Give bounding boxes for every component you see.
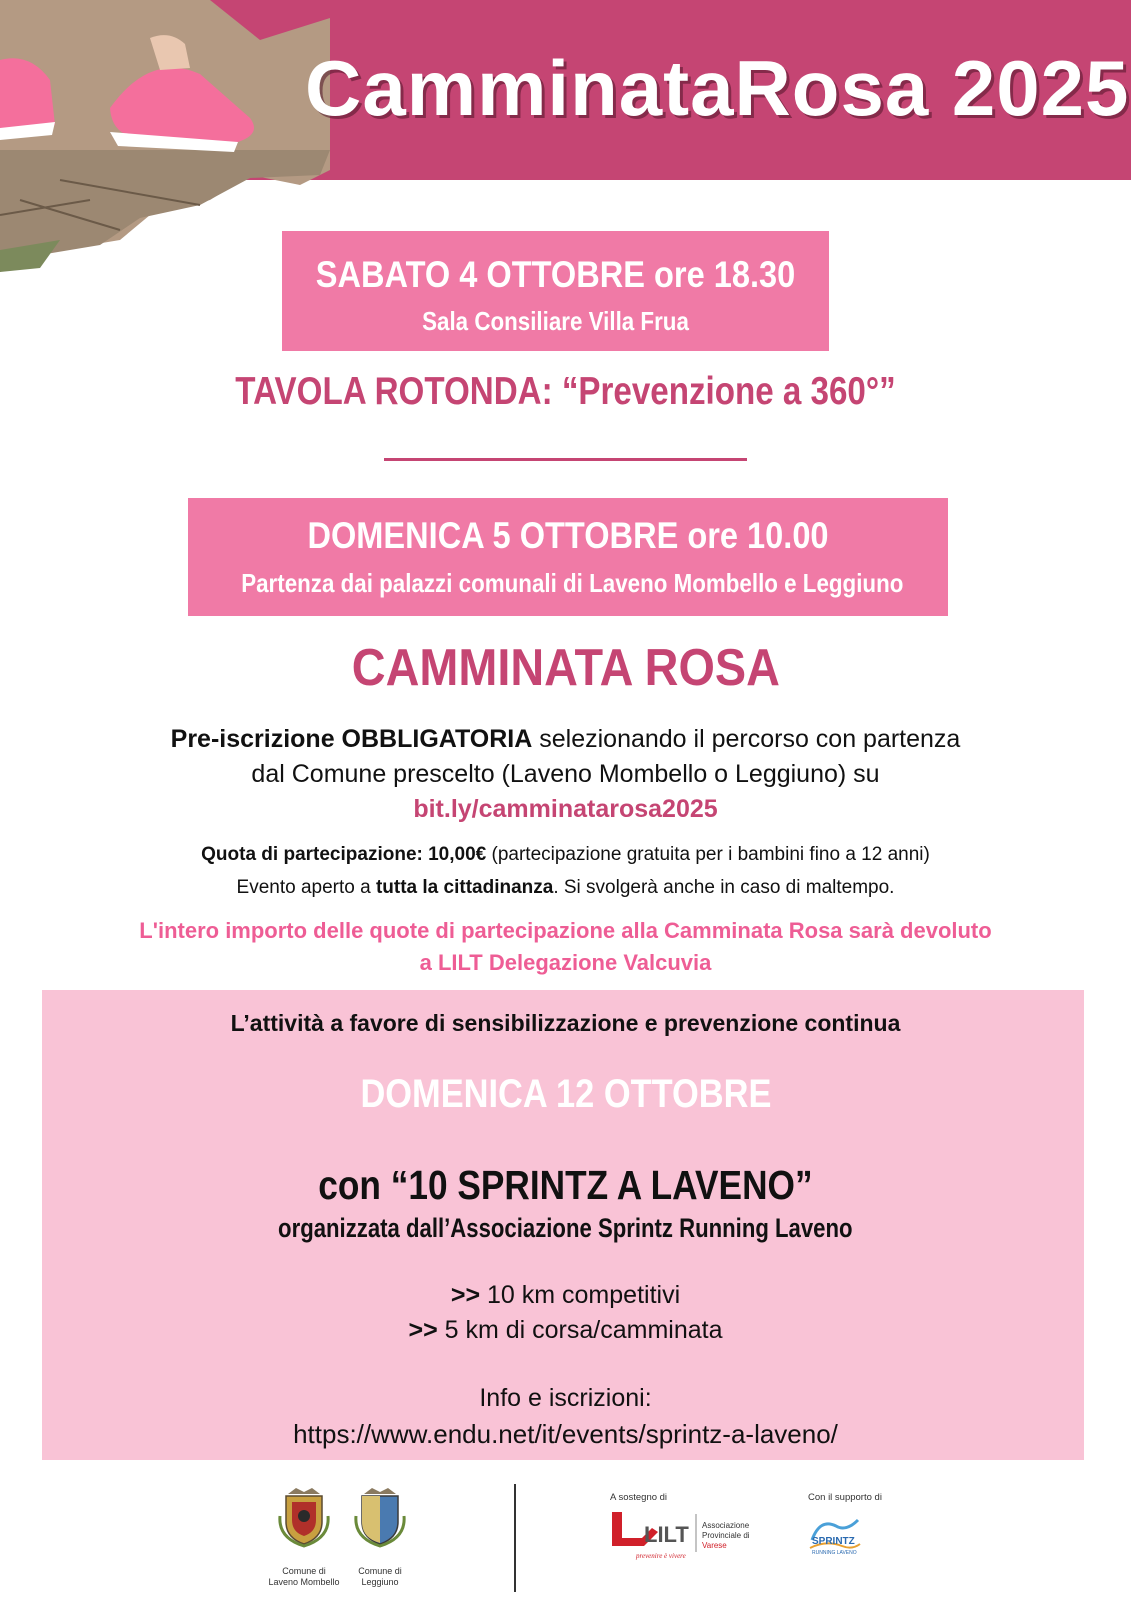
donation-line1: L'intero importo delle quote di partecipazione alla Camminata Rosa sarà devoluto [139, 918, 992, 943]
list-item: >> 5 km di corsa/camminata [408, 1316, 723, 1344]
event2-box [188, 498, 948, 616]
supporto-label: Con il supporto di [808, 1492, 882, 1503]
continuation-lead: L’attività a favore di sensibilizzazione e prevenzione continua [230, 1010, 901, 1036]
comune2-caption: Comune di Leggiuno [358, 1566, 402, 1587]
comune1-caption: Comune di Laveno Mombello [268, 1566, 340, 1587]
lilt-logo-text: LILT [644, 1522, 689, 1547]
sprintz-logo-sub: RUNNING LAVENO [812, 1550, 857, 1556]
event1-title: TAVOLA ROTONDA: “Prevenzione a 360°” [235, 370, 896, 413]
continuation-event: con “10 SPRINTZ A LAVENO” [318, 1162, 813, 1208]
continuation-organizer: organizzata dall’Associazione Sprintz Running Laveno [278, 1213, 853, 1243]
lilt-assoc-3: Varese [702, 1541, 727, 1550]
open-line: Evento aperto a tutta la cittadinanza. Si svolgerà anche in caso di maltempo. [236, 877, 895, 898]
lilt-assoc-2: Provinciale di [702, 1531, 750, 1540]
registration-bold: Pre-iscrizione OBBLIGATORIA [170, 725, 533, 753]
event1-date: SABATO 4 OTTOBRE ore 18.30 [315, 254, 796, 295]
event2-place: Partenza dai palazzi comunali di Laveno Mombello e Leggiuno [241, 568, 904, 598]
sprintz-logo [806, 1510, 864, 1560]
fee-label: Quota di partecipazione: 10,00€ [201, 844, 487, 865]
event2-title: CAMMINATA ROSA [351, 639, 780, 697]
section-divider [384, 458, 747, 461]
registration-link[interactable]: bit.ly/camminatarosa2025 [413, 795, 718, 823]
fee-line: Quota di partecipazione: 10,00€ (partecipazione gratuita per i bambini fino a 12 anni) [201, 844, 930, 865]
info-label: Info e iscrizioni: [479, 1384, 652, 1412]
sneakers-photo [0, 0, 330, 275]
sprintz-logo-text: SPRINTZ [812, 1536, 855, 1547]
continuation-date: DOMENICA 12 OTTOBRE [360, 1072, 771, 1116]
footer-divider [514, 1484, 516, 1592]
lilt-tagline: prevenire è vivere [636, 1552, 686, 1560]
page-title: CamminataRosa 2025 [305, 44, 1130, 132]
registration-line2: dal Comune prescelto (Laveno Mombello o Leggiuno) su [251, 760, 880, 788]
donation-line2: a LILT Delegazione Valcuvia [419, 950, 712, 975]
event2-date: DOMENICA 5 OTTOBRE ore 10.00 [307, 515, 829, 556]
lilt-assoc-1: Associazione [702, 1521, 750, 1530]
info-url-link[interactable]: https://www.endu.net/it/events/sprintz-a-laveno/ [293, 1419, 838, 1449]
registration-line1: Pre-iscrizione OBBLIGATORIA selezionando il percorso con partenza [170, 725, 961, 753]
lilt-logo [608, 1508, 764, 1560]
list-item: >> 10 km competitivi [450, 1281, 681, 1309]
sostegno-label: A sostegno di [610, 1492, 668, 1503]
laveno-crest-icon [278, 1486, 330, 1548]
event1-place: Sala Consiliare Villa Frua [422, 306, 689, 336]
event1-box [282, 231, 829, 351]
leggiuno-crest-icon [354, 1486, 406, 1548]
